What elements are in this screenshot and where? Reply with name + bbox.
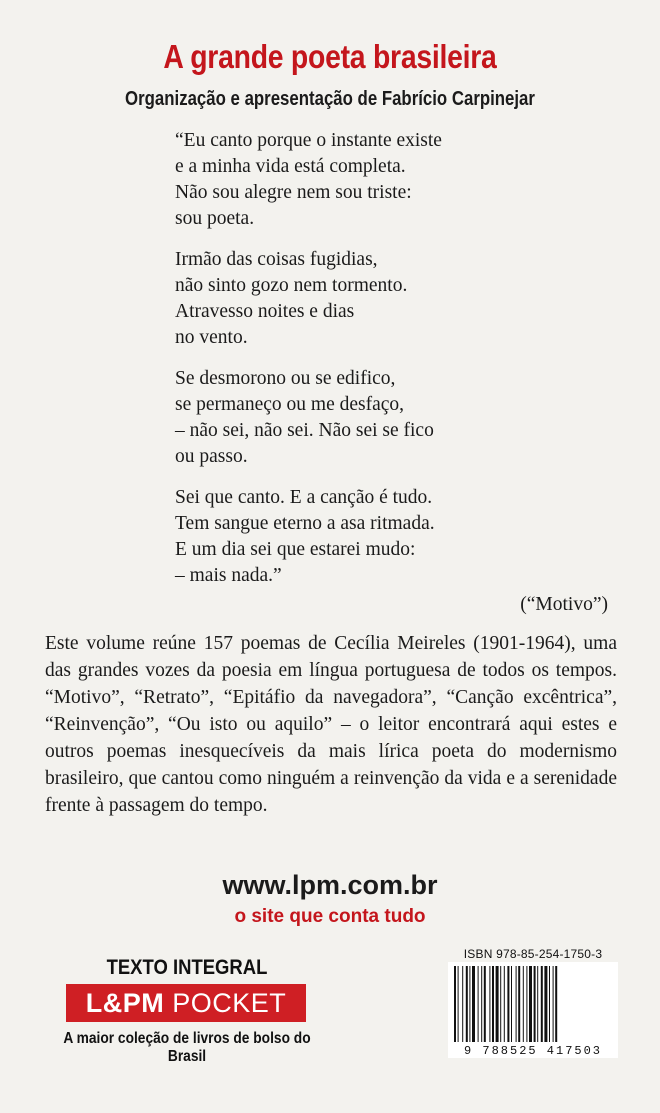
lpm-pocket-logo (66, 984, 306, 1022)
barcode-image (448, 962, 618, 1044)
poem-line: – não sei, não sei. Não sei se fico (175, 420, 434, 441)
texto-integral-label: TEXTO INTEGRAL (106, 956, 268, 979)
barcode-icon (448, 962, 618, 1044)
poem-line: ou passo. (175, 446, 248, 467)
poem-line: sou poeta. (175, 208, 255, 229)
poem-line: – mais nada.” (175, 565, 282, 586)
poem-excerpt (175, 128, 615, 604)
isbn-label: ISBN 978-85-254-1750-3 (463, 947, 603, 961)
poem-line: não sinto gozo nem tormento. (175, 275, 408, 296)
logo-bold-text: L&PM (85, 988, 165, 1018)
poem-stanza (175, 128, 615, 232)
book-subtitle: Organização e apresentação de Fabrício Carpinejar (125, 88, 535, 110)
poem-line: Atravesso noites e dias (175, 301, 355, 322)
poem-attribution: (“Motivo”) (520, 594, 608, 615)
poem-line: Sei que canto. E a canção é tudo. (175, 487, 433, 508)
poem-line: “Eu canto porque o instante existe (175, 130, 442, 151)
poem-stanza (175, 247, 615, 351)
book-description: Este volume reúne 157 poemas de Cecília Meireles (1901-1964), uma das grandes vozes da poesia em língua portuguesa de todos os tempos. “Motivo”, “Retrato”, “Epitáfio da navegadora”, “Canção excêntrica”, “Reinvenção”, “Ou isto ou aquilo” – o leitor encontrará aqui estes e outros poemas inesquecíveis da mais lírica poeta do modernismo brasileiro, que cantou como ninguém a reinvenção da vida e a serenidade frente à passagem do tempo. (45, 633, 617, 816)
poem-stanza (175, 366, 615, 470)
poem-line: se permaneço ou me desfaço, (175, 394, 405, 415)
poem-line: no vento. (175, 327, 248, 348)
poem-line: Se desmorono ou se edifico, (175, 368, 396, 389)
logo-light-text: POCKET (172, 988, 287, 1018)
website-tagline: o site que conta tudo (234, 906, 426, 927)
poem-line: E um dia sei que estarei mudo: (175, 539, 416, 560)
poem-line: Não sou alegre nem sou triste: (175, 182, 412, 203)
book-title: A grande poeta brasileira (163, 38, 497, 75)
poem-line: Tem sangue eterno a asa ritmada. (175, 513, 435, 534)
barcode-digits: 9 788525 417503 (448, 1044, 618, 1058)
publisher-slogan: A maior coleção de livros de bolso do Brasil (63, 1030, 311, 1065)
website-link[interactable]: www.lpm.com.br (222, 870, 438, 900)
poem-stanza (175, 485, 615, 589)
poem-line: e a minha vida está completa. (175, 156, 406, 177)
poem-line: Irmão das coisas fugidias, (175, 249, 378, 270)
